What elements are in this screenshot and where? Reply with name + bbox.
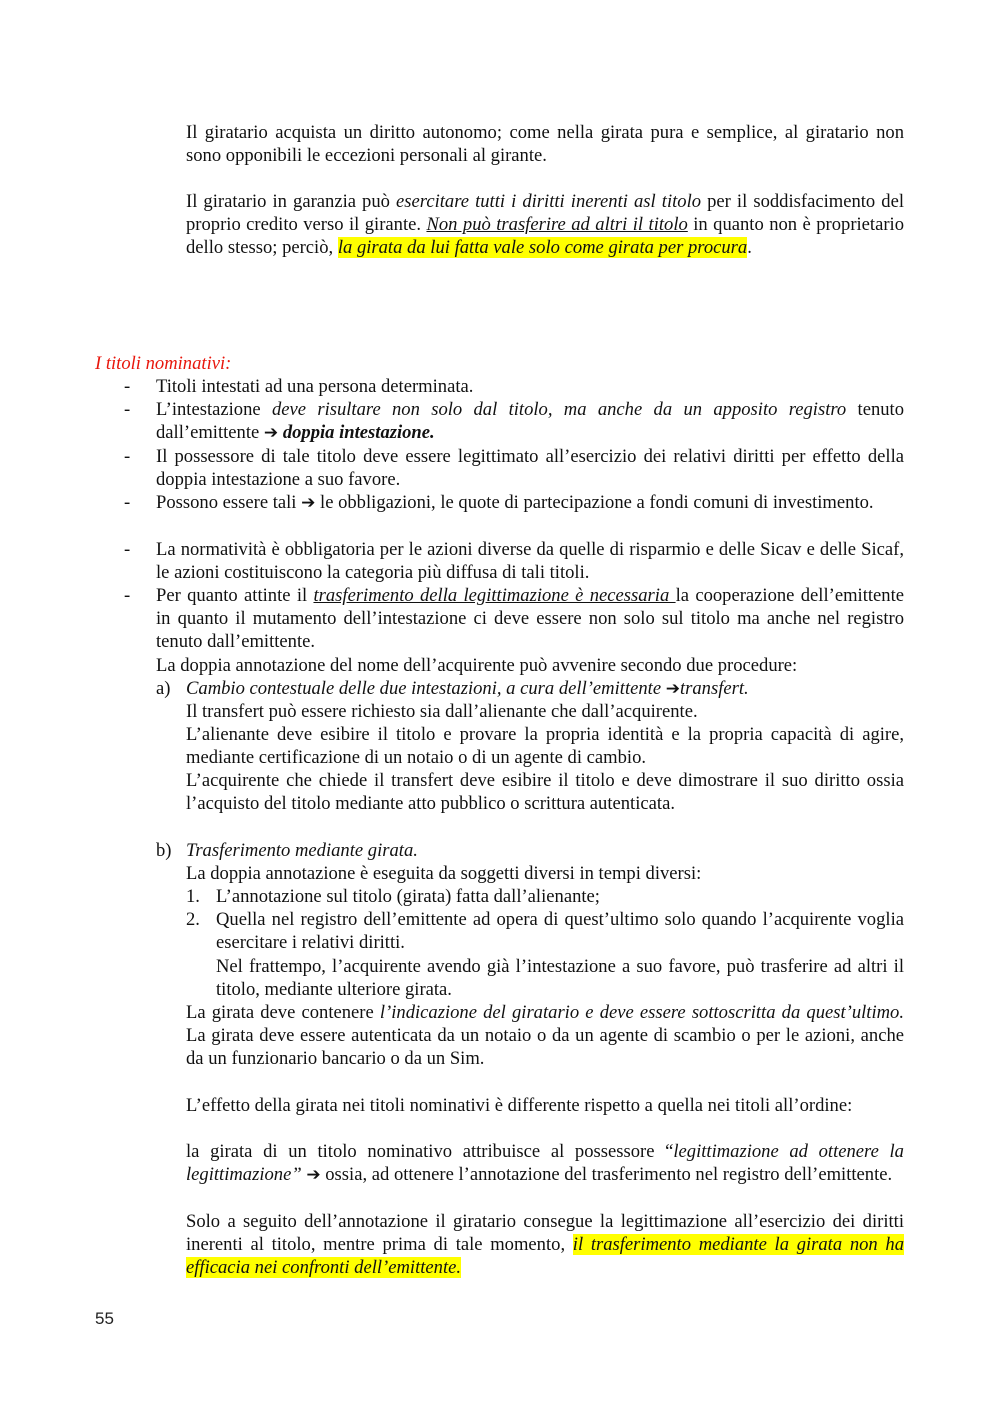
bullet-4-text-b: le obbligazioni, le quote di partecipazione a fondi comuni di investimento. bbox=[315, 492, 874, 513]
bullet-2-text-c: tenuto dall’emittente bbox=[156, 399, 905, 444]
bullet-dash: - bbox=[124, 585, 131, 606]
girata-text-a: La girata deve contenere bbox=[186, 1002, 380, 1023]
intro-p2-text-a: Il giratario in garanzia può bbox=[186, 191, 397, 212]
intro-p2-highlight: la girata da lui fatta vale solo come girata per procura bbox=[337, 237, 748, 259]
intro-paragraph-1 bbox=[186, 121, 904, 167]
bullet-6 bbox=[156, 584, 904, 654]
procedure-a-title bbox=[186, 677, 904, 701]
procedure-a-title-end: transfert. bbox=[679, 678, 749, 699]
bullet-3: Il possessore di tale titolo deve essere legittimato all’esercizio dei relativi diritti per effetto della doppia intestazione a suo favore. bbox=[156, 446, 904, 491]
procedure-a-line-3: L’acquirente che chiede il transfert deve esibire il titolo e deve dimostrare il suo diritto ossia l’acquisto del titolo mediante atto pubblico o scrittura autenticata. bbox=[186, 770, 904, 815]
bullet-2 bbox=[156, 398, 904, 445]
effect-paragraph-1: L’effetto della girata nei titoli nominativi è differente rispetto a quella nei titoli all’ordine: bbox=[186, 1095, 853, 1116]
effect-paragraph-3 bbox=[186, 1210, 904, 1280]
bullet-dash: - bbox=[124, 492, 131, 513]
arrow-icon: ➔ bbox=[665, 679, 680, 699]
bullet-dash: - bbox=[124, 446, 131, 467]
effect-3-highlight: il trasferimento mediante la girata non ha efficacia nei confronti dell’emittente. bbox=[186, 1234, 905, 1279]
bullet-5: La normatività è obbligatoria per le azioni diverse da quelle di risparmio e delle Sicav e delle Sicaf, le azioni costituiscono la categoria più diffusa di tali titoli. bbox=[156, 539, 904, 584]
intro-p2-period: . bbox=[747, 237, 752, 259]
effect-2-text-a: la girata di un titolo nominativo attribuisce al possessore “ bbox=[186, 1141, 674, 1162]
bullet-2-italic: deve risultare non solo dal titolo, ma anche da un apposito registro bbox=[271, 399, 847, 420]
effect-2-italic: legittimazione ad ottenere la legittimazione” bbox=[186, 1141, 904, 1186]
page-number: 55 bbox=[95, 1309, 114, 1328]
bullet-2-bold-italic: doppia intestazione. bbox=[282, 422, 435, 444]
procedure-a-marker: a) bbox=[156, 678, 171, 699]
effect-paragraph-2 bbox=[186, 1140, 904, 1187]
bullet-1: Titoli intestati ad una persona determinata. bbox=[156, 376, 474, 397]
intro-p2-italic: esercitare tutti i diritti inerenti asl titolo bbox=[396, 191, 702, 212]
girata-italic: l’indicazione del giratario e deve essere sottoscritta da quest’ultimo. bbox=[379, 1002, 904, 1023]
bullet-2-text-a: L’intestazione bbox=[156, 399, 272, 420]
intro-p2-underlined: Non può trasferire ad altri il titolo bbox=[426, 214, 688, 236]
intro-p2-text-e: in quanto non è proprietario dello stesso; perciò, bbox=[186, 214, 904, 259]
numbered-marker-2: 2. bbox=[186, 909, 200, 930]
bullet-6-text-a: Per quanto attinte il bbox=[156, 585, 314, 606]
effect-3-text-a: Solo a seguito dell’annotazione il giratario consegue la legittimazione all’esercizio dei diritti inerenti al titolo, mentre prima di tale momento, bbox=[186, 1211, 904, 1256]
section-title: I titoli nominativi: bbox=[95, 353, 232, 374]
bullet-dash: - bbox=[124, 539, 131, 560]
girata-text-c: La girata deve essere autenticata da un notaio o da un agente di scambio o per le azioni, anche da un funzionario bancario o da un Sim. bbox=[186, 1025, 904, 1070]
arrow-icon: ➔ bbox=[301, 493, 316, 513]
arrow-icon: ➔ bbox=[263, 423, 279, 444]
procedure-a-title-text: Cambio contestuale delle due intestazioni, a cura dell’emittente bbox=[186, 678, 666, 699]
bullet-6-underlined: trasferimento della legittimazione è necessaria bbox=[313, 585, 676, 606]
arrow-icon: ➔ bbox=[306, 1165, 321, 1186]
effect-2-text-c: ossia, ad ottenere l’annotazione del trasferimento nel registro dell’emittente. bbox=[320, 1164, 893, 1186]
procedure-b-title-text: Trasferimento mediante girata. bbox=[186, 840, 418, 861]
procedure-a-line-2: L’alienante deve esibire il titolo e provare la propria identità e la propria capacità di agire, mediante certificazione di un notaio o di un agente di cambio. bbox=[186, 724, 904, 769]
procedure-b-line-1: La doppia annotazione è eseguita da soggetti diversi in tempi diversi: bbox=[186, 863, 702, 884]
bullet-4-text-a: Possono essere tali bbox=[156, 492, 302, 513]
bullet-6-procedures-intro: La doppia annotazione del nome dell’acquirente può avvenire secondo due procedure: bbox=[156, 655, 798, 676]
intro-p2-text-c: per il soddisfacimento del proprio credito verso il girante. bbox=[186, 191, 905, 236]
bullet-dash: - bbox=[124, 399, 131, 420]
procedure-b-title bbox=[186, 839, 904, 862]
bullet-4 bbox=[156, 491, 904, 515]
procedure-a-line-1: Il transfert può essere richiesto sia dall’alienante che dall’acquirente. bbox=[186, 701, 698, 722]
numbered-marker-1: 1. bbox=[186, 886, 200, 907]
girata-paragraph bbox=[186, 1001, 904, 1071]
procedure-b-marker: b) bbox=[156, 840, 172, 861]
intro-p1-text: Il giratario acquista un diritto autonomo; come nella girata pura e semplice, al giratario non sono opponibili le eccezioni personali al girante. bbox=[186, 122, 904, 167]
intro-paragraph-2 bbox=[186, 190, 904, 260]
bullet-6-text-c: la cooperazione dell’emittente in quanto il mutamento dell’intestazione ci deve essere non solo sul titolo ma anche nel registro tenuto dall’emittente. bbox=[156, 585, 904, 653]
numbered-item-2-continuation: Nel frattempo, l’acquirente avendo già l’intestazione a suo favore, può trasferire ad altri il titolo, mediante ulteriore girata. bbox=[216, 956, 904, 1001]
numbered-item-1: L’annotazione sul titolo (girata) fatta dall’alienante; bbox=[216, 886, 600, 907]
bullet-dash: - bbox=[124, 376, 131, 397]
numbered-item-2: Quella nel registro dell’emittente ad opera di quest’ultimo solo quando l’acquirente voglia esercitare i relativi diritti. bbox=[216, 909, 904, 954]
